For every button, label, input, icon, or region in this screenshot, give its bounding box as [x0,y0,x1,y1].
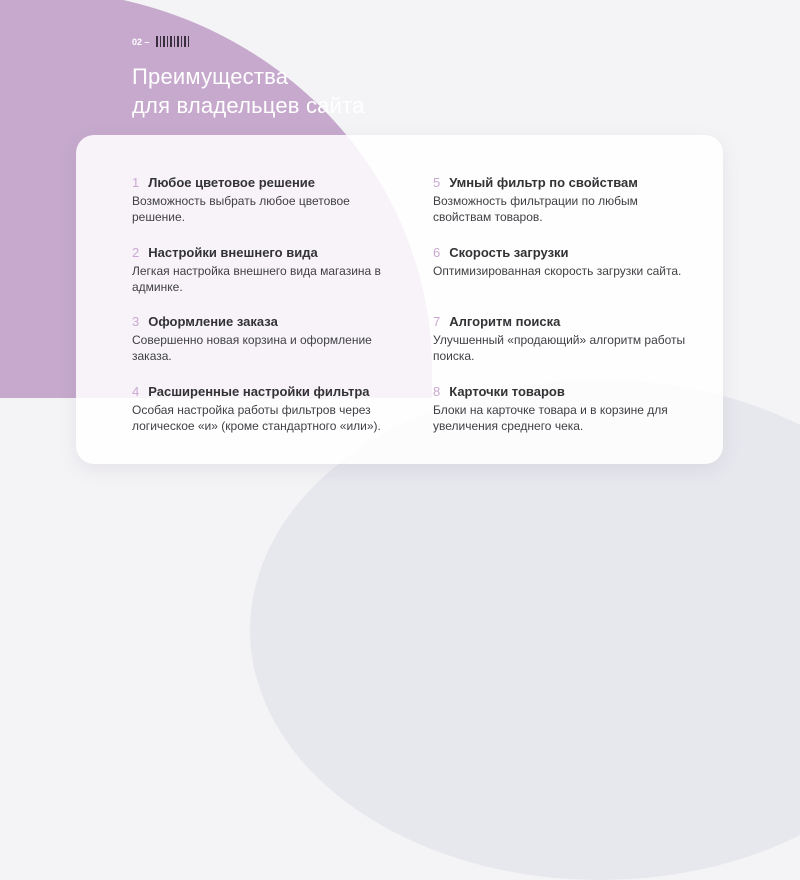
section-number: 02 – [132,36,150,47]
feature-item [132,314,392,384]
feature-number: 3 [132,314,140,329]
feature-title: Настройки внешнего вида [148,244,318,260]
features-column-left [132,175,392,453]
feature-title: Оформление заказа [148,314,278,329]
feature-description: Улучшенный «продающий» алгоритм работы поиска. [433,333,686,363]
feature-item [132,175,392,245]
feature-description: Совершенно новая корзина и оформление заказа. [132,333,372,363]
feature-number: 2 [132,244,140,260]
feature-item [433,314,693,384]
page-title [132,62,365,120]
feature-title: Расширенные настройки фильтра [148,383,370,399]
title-line-2: для владельцев сайта [132,93,365,118]
feature-item [433,245,693,315]
feature-description: Оптимизированная скорость загрузки сайта. [433,263,682,278]
feature-description: Блоки на карточке товара и в корзине для увеличения среднего чека. [433,402,668,433]
feature-title: Любое цветовое решение [148,175,316,190]
feature-description: Возможность выбрать любое цветовое решение. [132,194,350,224]
feature-number: 7 [433,314,441,329]
feature-number: 4 [132,383,140,399]
feature-title: Скорость загрузки [449,244,569,260]
feature-item [132,245,392,315]
feature-title: Алгоритм поиска [449,314,561,329]
feature-item [433,384,693,454]
feature-number: 8 [433,383,441,399]
section-tag [132,36,189,47]
feature-title: Карточки товаров [449,383,565,399]
barcode-icon [156,36,189,47]
feature-number: 6 [433,244,441,260]
feature-item [132,384,392,454]
feature-description: Особая настройка работы фильтров через логическое «и» (кроме стандартного «или»). [132,402,381,433]
feature-number: 5 [433,175,441,190]
feature-number: 1 [132,175,140,190]
features-card [76,135,723,464]
feature-item [433,175,693,245]
feature-description: Возможность фильтрации по любым свойствам товаров. [433,194,638,224]
title-line-1: Преимущества [132,64,289,89]
features-column-right [433,175,693,453]
feature-description: Легкая настройка внешнего вида магазина в админке. [132,263,381,294]
feature-title: Умный фильтр по свойствам [449,175,638,190]
